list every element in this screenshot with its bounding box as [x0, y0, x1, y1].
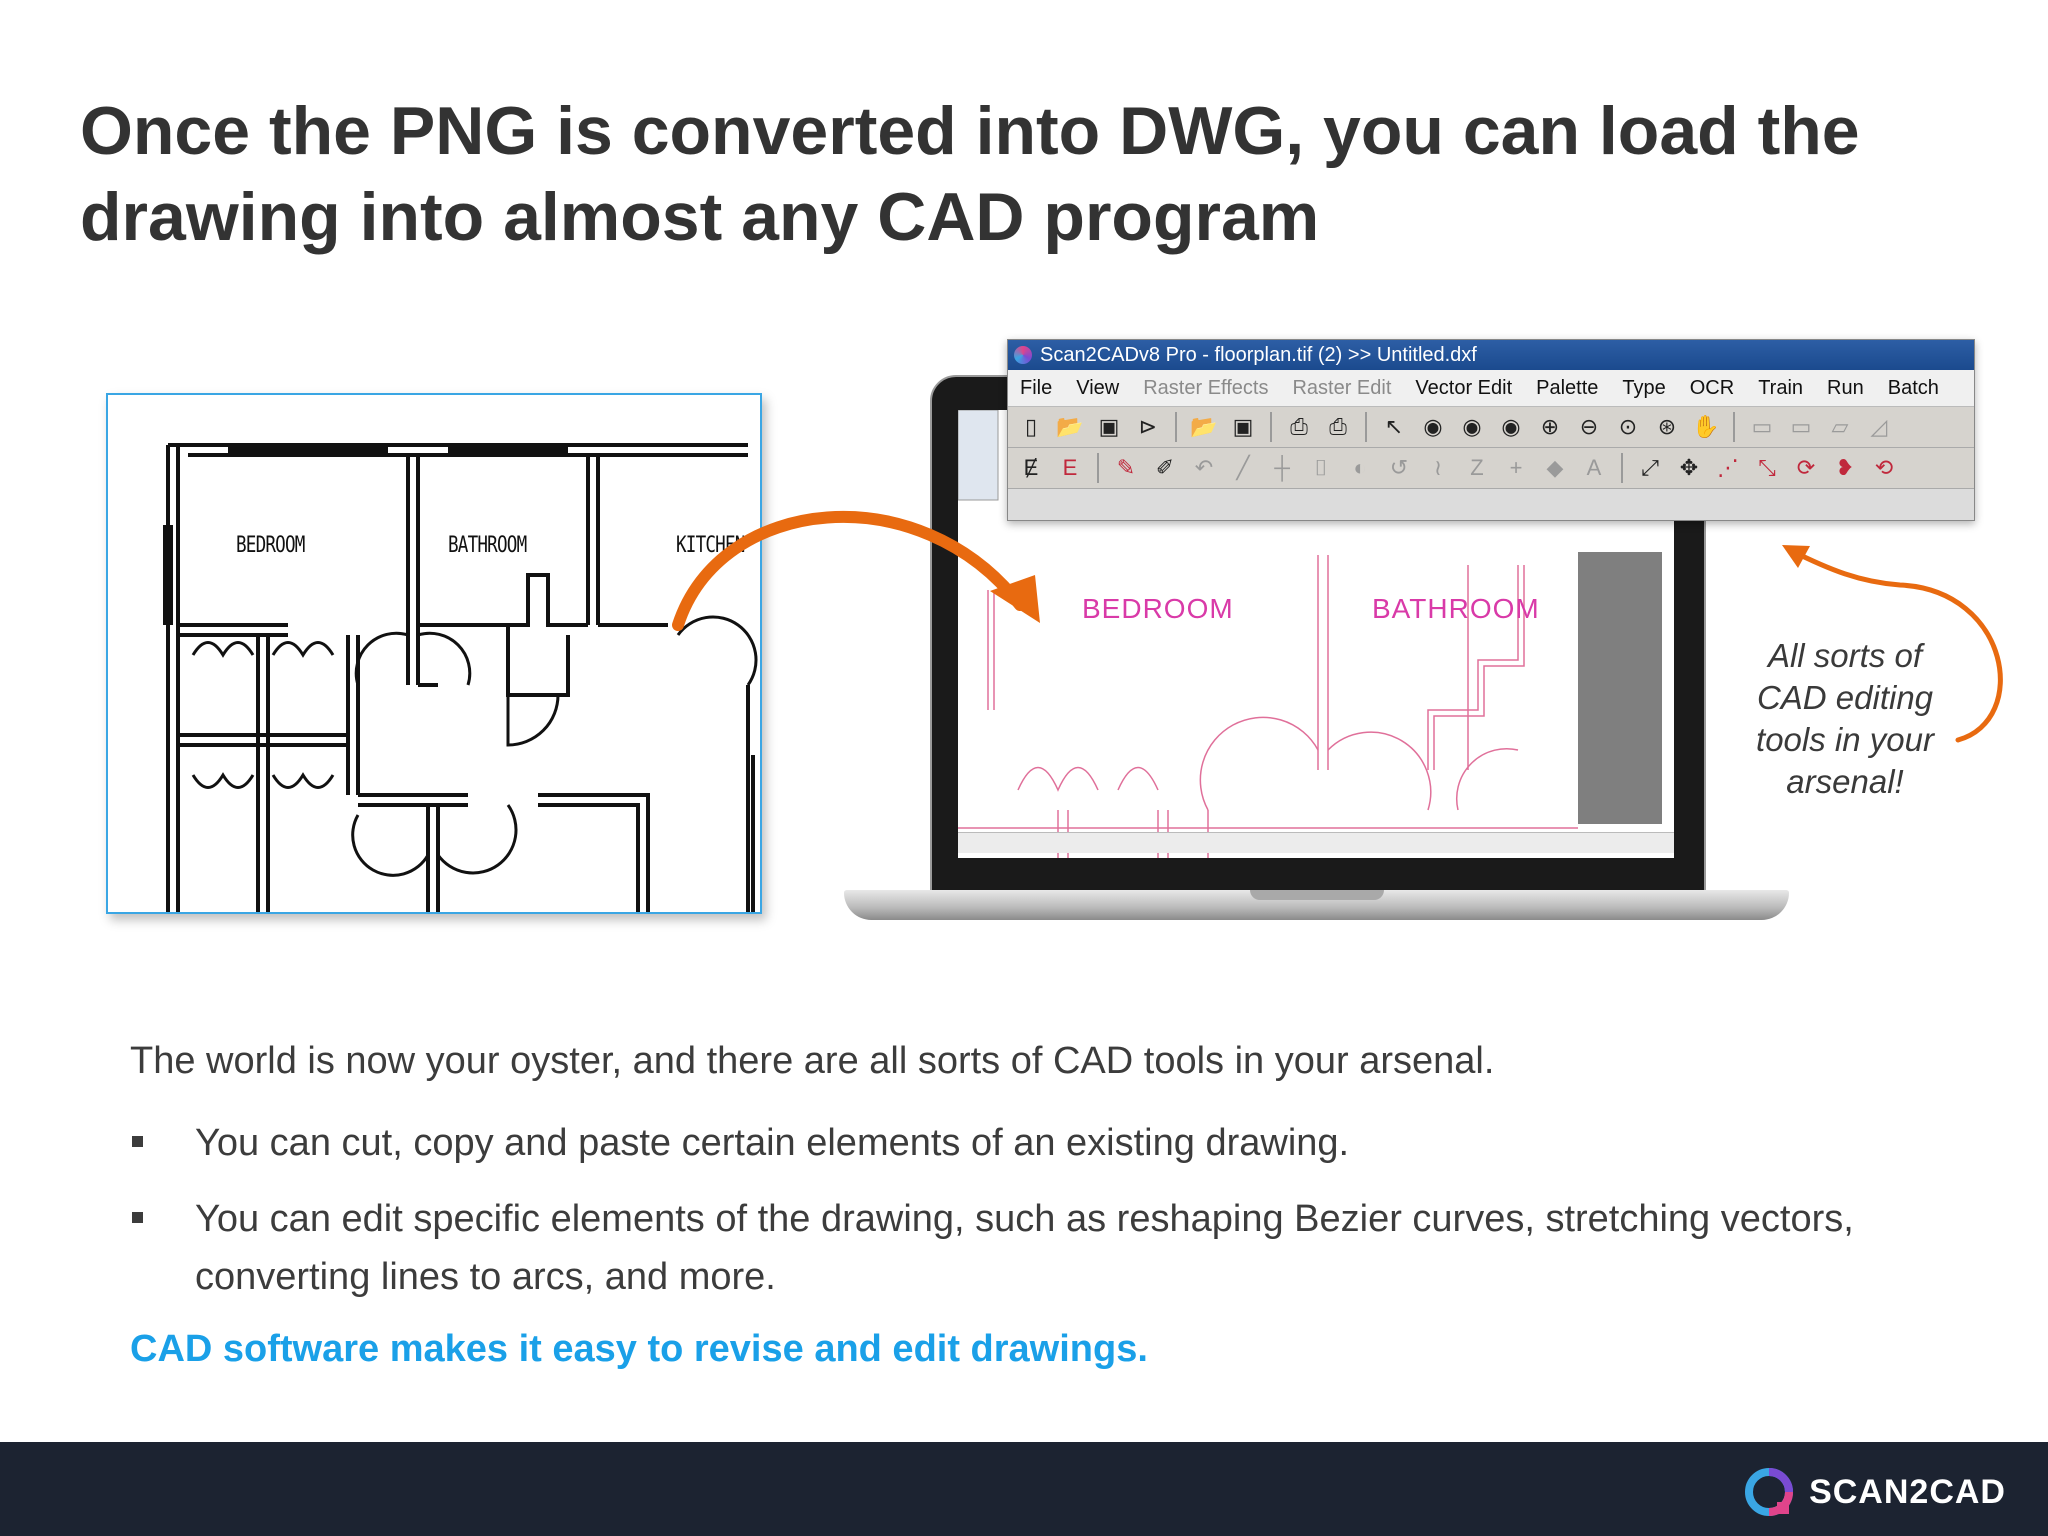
slide-title-line-1: Once the PNG is converted into DWG, you can load the [80, 93, 1860, 169]
scan2cad-window [1007, 339, 1975, 521]
circle-tool-icon[interactable]: ◐ [1353, 455, 1367, 480]
menu-file[interactable]: File [1020, 376, 1053, 399]
bullet-text: You can edit specific elements of the drawing, such as reshaping Bezier curves, stretching vectors, converting lines to arcs, and more. [195, 1198, 1854, 1298]
node-edit-icon[interactable]: ⋰ [1717, 455, 1739, 480]
callout-line-3: tools in your [1756, 721, 1934, 758]
print-icon[interactable]: ⎙ [1290, 414, 1308, 439]
cad-side-panel [1578, 552, 1662, 824]
polyline-tool-icon[interactable]: Z [1470, 455, 1484, 480]
open-folder-icon[interactable]: 📂 [1056, 414, 1084, 439]
toolbar-edit [1008, 448, 1974, 489]
menu-raster-edit[interactable]: Raster Edit [1292, 376, 1392, 399]
toolbar-separator [1621, 453, 1623, 483]
scan2cad-logo-icon [1014, 346, 1032, 364]
toolbar-separator [1270, 412, 1272, 442]
bullet-square-icon [132, 1212, 143, 1223]
callout-line-1: All sorts of [1767, 637, 1923, 674]
scan2cad-brand-icon [1741, 1464, 1797, 1520]
zoom-out-icon[interactable]: ⊖ [1579, 414, 1599, 439]
highlight-text: CAD software makes it easy to revise and edit drawings. [130, 1328, 1148, 1370]
toolbar-separator [1097, 453, 1099, 483]
bracket-tool-icon[interactable]: ⌷ [1314, 455, 1328, 480]
pan-hand-icon[interactable]: ✋ [1692, 414, 1720, 439]
menu-raster-effects[interactable]: Raster Effects [1143, 376, 1269, 399]
menu-train[interactable]: Train [1758, 376, 1804, 399]
line-to-arc-icon[interactable]: ⤡ [1758, 455, 1776, 480]
open-vector-icon[interactable]: 📂 [1190, 414, 1218, 439]
stretch-icon[interactable]: ⤢ [1641, 455, 1659, 480]
intro-text: The world is now your oyster, and there are all sorts of CAD tools in your arsenal. [130, 1040, 1495, 1082]
callout-line-4: arsenal! [1786, 763, 1904, 800]
menu-ocr[interactable]: OCR [1689, 376, 1735, 399]
diamond-tool-icon[interactable]: ◆ [1546, 455, 1564, 480]
print-preview-icon[interactable]: ⎙ [1329, 414, 1347, 439]
point-tool-icon[interactable]: + [1509, 455, 1523, 480]
bullet-item [130, 1190, 1890, 1306]
save-as-icon[interactable]: ⊳ [1138, 414, 1158, 439]
pointer-icon[interactable]: ↖ [1384, 414, 1404, 439]
disabled-tool-icon[interactable]: ▱ [1831, 414, 1849, 439]
app-menubar [1008, 370, 1974, 407]
save-icon[interactable]: ▣ [1098, 414, 1120, 439]
app-titlebar [1008, 340, 1974, 370]
menu-vector-edit[interactable]: Vector Edit [1415, 376, 1513, 399]
bullet-item [130, 1114, 1890, 1172]
pencil-icon[interactable]: ✎ [1116, 455, 1136, 480]
brand-name: SCAN2CAD [1809, 1472, 2006, 1511]
reshape-icon[interactable]: ⟲ [1874, 455, 1894, 480]
floorplan-label-bathroom: BATHROOM [448, 533, 527, 558]
callout-line-2: CAD editing [1756, 679, 1934, 716]
slide-title [80, 88, 1980, 260]
rotate-icon[interactable]: ⟳ [1796, 455, 1816, 480]
callout-text [1710, 635, 1980, 803]
toolbar-separator [1733, 412, 1735, 442]
brand-logo-lockup [1741, 1464, 2006, 1520]
bullet-square-icon [132, 1136, 143, 1147]
new-file-icon[interactable]: ▯ [1024, 414, 1038, 439]
floorplan-label-kitchen: KITCHEN [676, 533, 745, 558]
disabled-tool-icon[interactable]: ▭ [1751, 414, 1773, 439]
line-tool-icon[interactable]: ╱ [1236, 455, 1250, 480]
view-vector-icon[interactable]: ◉ [1462, 414, 1482, 439]
floorplan-label-bedroom: BEDROOM [236, 533, 305, 558]
app-window-title: Scan2CADv8 Pro - floorplan.tif (2) >> Untitled.dxf [1040, 344, 1477, 366]
bullet-text: You can cut, copy and paste certain elements of an existing drawing. [195, 1122, 1350, 1164]
menu-view[interactable]: View [1076, 376, 1120, 399]
undo-icon[interactable]: ↶ [1194, 455, 1214, 480]
arc-tool-icon[interactable]: ↺ [1389, 455, 1409, 480]
disabled-tool-icon[interactable]: ◿ [1870, 414, 1888, 439]
edit-text-icon[interactable]: E [1062, 455, 1078, 480]
footer-bar [0, 1442, 2048, 1536]
bullet-list [130, 1114, 1890, 1324]
curve-tool-icon[interactable]: ≀ [1433, 455, 1443, 480]
view-raster-icon[interactable]: ◉ [1423, 414, 1443, 439]
app-status-bar [958, 832, 1674, 853]
cad-label-bedroom: BEDROOM [1082, 593, 1234, 624]
menu-batch[interactable]: Batch [1887, 376, 1939, 399]
menu-type[interactable]: Type [1622, 376, 1666, 399]
bezier-icon[interactable]: ❥ [1835, 455, 1855, 480]
cad-label-bathroom: BATHROOM [1372, 593, 1540, 624]
text-tool-icon[interactable]: A [1586, 455, 1602, 480]
menu-palette[interactable]: Palette [1536, 376, 1599, 399]
menu-run[interactable]: Run [1827, 376, 1864, 399]
edit-mode-icon[interactable]: Ɇ [1023, 455, 1039, 480]
save-vector-icon[interactable]: ▣ [1232, 414, 1254, 439]
cross-tool-icon[interactable]: ┼ [1274, 455, 1290, 480]
connector-arrow [660, 505, 1060, 655]
disabled-tool-icon[interactable]: ▭ [1790, 414, 1812, 439]
zoom-window-icon[interactable]: ⊙ [1618, 414, 1638, 439]
toolbar-file [1008, 407, 1974, 448]
zoom-in-icon[interactable]: ⊕ [1540, 414, 1560, 439]
zoom-all-icon[interactable]: ⊛ [1657, 414, 1677, 439]
laptop-notch [1250, 890, 1384, 900]
toolbar-separator [1175, 412, 1177, 442]
view-both-icon[interactable]: ◉ [1501, 414, 1521, 439]
move-icon[interactable]: ✥ [1679, 455, 1699, 480]
toolbar-separator [1365, 412, 1367, 442]
eraser-icon[interactable]: ✐ [1155, 455, 1175, 480]
slide-title-line-2: drawing into almost any CAD program [80, 179, 1320, 255]
